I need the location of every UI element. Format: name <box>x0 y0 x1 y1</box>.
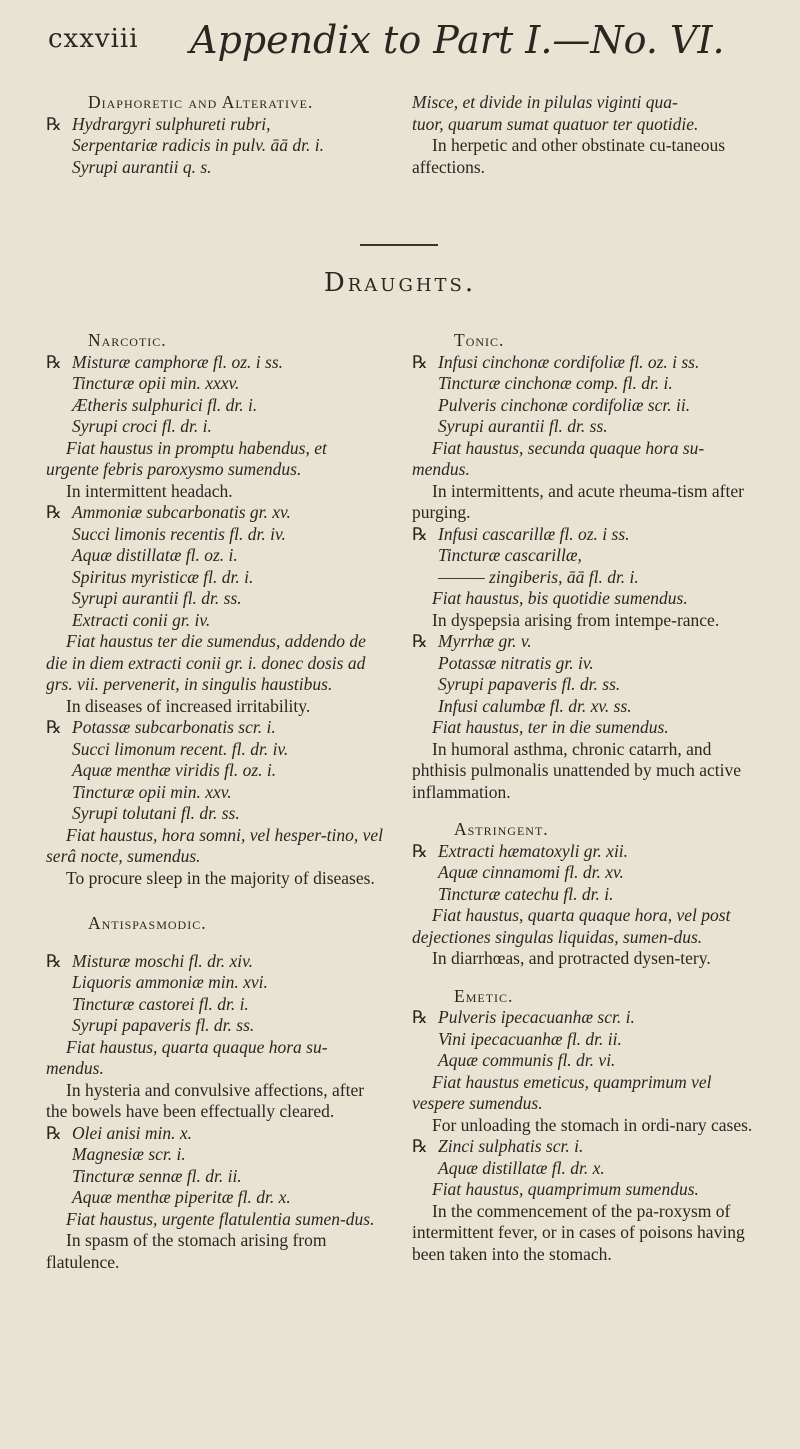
usage-note: In the commencement of the pa-roxysm of intermittent fever, or in cases of poisons having been taken into the stomach. <box>412 1200 745 1264</box>
fiat-line: Fiat haustus ter die sumendus, addendo de die in diem extracti conii gr. i. donec dosis ad grs. vii. pervenerit, in singulis haustibus. <box>46 631 366 694</box>
fiat-line: Fiat haustus in promptu habendus, et urgente febris paroxysmo sumendus. <box>46 437 327 479</box>
diaphoretic-heading: Diaphoretic and Alterative. <box>88 92 314 112</box>
fiat-line: Fiat haustus emeticus, quamprimum vel vespere sumendus. <box>412 1071 712 1113</box>
direction-line: tuor, quarum sumat quatuor ter quotidie. <box>412 113 699 134</box>
emetic-heading: Emetic. <box>454 985 514 1006</box>
usage-note: In hysteria and convulsive affections, after the bowels have been effectually cleared. <box>46 1079 365 1121</box>
divider-rule <box>360 244 438 246</box>
tonic-heading: Tonic. <box>454 330 505 350</box>
direction-line: Misce, et divide in pilulas viginti qua- <box>412 92 678 112</box>
astringent-heading: Astringent. <box>454 819 549 839</box>
usage-note: In humoral asthma, chronic catarrh, and phthisis pulmonalis unattended by much active inflammation. <box>412 738 742 802</box>
fiat-line: Fiat haustus, bis quotidie sumendus. <box>432 588 688 608</box>
fiat-line: Fiat haustus, hora somni, vel hesper-tino, vel serâ nocte, sumendus. <box>46 824 384 866</box>
fiat-line: Fiat haustus, quarta quaque hora su-mendus. <box>46 1036 328 1078</box>
fiat-line: Fiat haustus, quamprimum sumendus. <box>432 1179 699 1199</box>
fiat-line: Fiat haustus, urgente flatulentia sumen-dus. <box>66 1208 375 1229</box>
usage-note: In diarrhœas, and protracted dysen-tery. <box>432 948 711 968</box>
usage-note: In spasm of the stomach arising from flatulence. <box>46 1230 327 1272</box>
right-column: Tonic. ℞ Infusi cinchonæ cordifoliæ fl. oz. i ss. Tincturæ cinchonæ comp. fl. dr. i. Pulveris cinchonæ cordifoliæ scr. ii. Syrupi aurantii fl. dr. ss. Fiat haustus, secunda quaque hora su-mendus. In intermittents, and acute rheuma-tism after purging. ℞ Infusi cascarillæ fl. oz. i ss. Tincturæ cascarillæ, ——— zingiberis, āā fl. dr. i. Fiat haustus, bis quotidie sumendus. In dyspepsia arising from intempe-rance. ℞ Myrrhæ gr. v. Potassæ nitratis gr. iv. Syrupi papaveris fl. dr. ss. Infusi calumbæ fl. dr. xv. ss. Fiat haustus, ter in die sumendus. In humoral asthma, chronic catarrh, and phthisis pulmonalis unattended by much active inflammation. Astringent. ℞ Extracti hæmatoxyli gr. xii. Aquæ cinnamomi fl. dr. xv. Tincturæ catechu fl. dr. i. Fiat haustus, quarta quaque hora, vel post dejectiones singulas liquidas, sumen-dus. In diarrhœas, and protracted dysen-tery. Emetic. ℞ Pulveris ipecacuanhæ scr. i. Vini ipecacuanhæ fl. dr. ii. Aquæ communis fl. dr. vi. Fiat haustus emeticus, quamprimum vel vespere sumendus. For unloading the stomach in ordi-nary cases. ℞ Zinci sulphatis scr. i. Aquæ distillatæ fl. dr. x. Fiat haustus, quamprimum sumendus. In the commencement of the pa-roxysm of intermittent fever, or in cases of poisons having been taken into the stomach. <box>412 330 760 1265</box>
fiat-line: Fiat haustus, ter in die sumendus. <box>432 717 669 737</box>
rx-symbol: ℞ <box>46 113 62 134</box>
recipe-line: Serpentariæ radicis in pulv. āā dr. i. <box>72 135 324 155</box>
fiat-line: Fiat haustus, secunda quaque hora su-mendus. <box>412 437 705 479</box>
page-number: cxxviii <box>48 24 139 54</box>
antispasmodic-heading: Antispasmodic. <box>88 913 207 933</box>
usage-note: In dyspepsia arising from intempe-rance. <box>432 609 720 630</box>
usage-note: In intermittent headach. <box>66 480 233 501</box>
usage-note: In herpetic and other obstinate cu-taneous affections. <box>412 135 726 177</box>
narcotic-heading: Narcotic. <box>88 330 167 350</box>
usage-note: For unloading the stomach in ordi-nary cases. <box>432 1114 753 1135</box>
recipe-line: Syrupi aurantii q. s. <box>72 156 212 177</box>
running-title: Appendix to Part I.—No. VI. <box>190 18 725 62</box>
fiat-line: Fiat haustus, quarta quaque hora, vel post dejectiones singulas liquidas, sumen-dus. <box>412 905 731 947</box>
usage-note: In intermittents, and acute rheuma-tism after purging. <box>412 480 744 522</box>
diaphoretic-block <box>46 92 384 178</box>
diaphoretic-directions <box>412 92 760 178</box>
section-title: Draughts. <box>323 268 477 298</box>
usage-note: To procure sleep in the majority of diseases. <box>66 867 375 888</box>
recipe-line: ℞ Hydrargyri sulphureti rubri, <box>46 113 271 134</box>
left-column: Narcotic. ℞ Misturæ camphoræ fl. oz. i ss. Tincturæ opii min. xxxv. Ætheris sulphurici fl. dr. i. Syrupi croci fl. dr. i. Fiat haustus in promptu habendus, et urgente febris paroxysmo sumendus. In intermittent headach. ℞ Ammoniæ subcarbonatis gr. xv. Succi limonis recentis fl. dr. iv. Aquæ distillatæ fl. oz. i. Spiritus myristicæ fl. dr. i. Syrupi aurantii fl. dr. ss. Extracti conii gr. iv. Fiat haustus ter die sumendus, addendo de die in diem extracti conii gr. i. donec dosis ad grs. vii. pervenerit, in singulis haustibus. In diseases of increased irritability. ℞ Potassæ subcarbonatis scr. i. Succi limonum recent. fl. dr. iv. Aquæ menthæ viridis fl. oz. i. Tincturæ opii min. xxv. Syrupi tolutani fl. dr. ss. Fiat haustus, hora somni, vel hesper-tino, vel serâ nocte, sumendus. To procure sleep in the majority of diseases. Antispasmodic. ℞ Misturæ moschi fl. dr. xiv. Liquoris ammoniæ min. xvi. Tincturæ castorei fl. dr. i. Syrupi papaveris fl. dr. ss. Fiat haustus, quarta quaque hora su-mendus. In hysteria and convulsive affections, after the bowels have been effectually cleared. ℞ Olei anisi min. x. Magnesiæ scr. i. Tincturæ sennæ fl. dr. ii. Aquæ menthæ piperitæ fl. dr. x. Fiat haustus, urgente flatulentia sumen-dus. In spasm of the stomach arising from flatulence. <box>46 330 384 1272</box>
usage-note: In diseases of increased irritability. <box>66 695 311 716</box>
